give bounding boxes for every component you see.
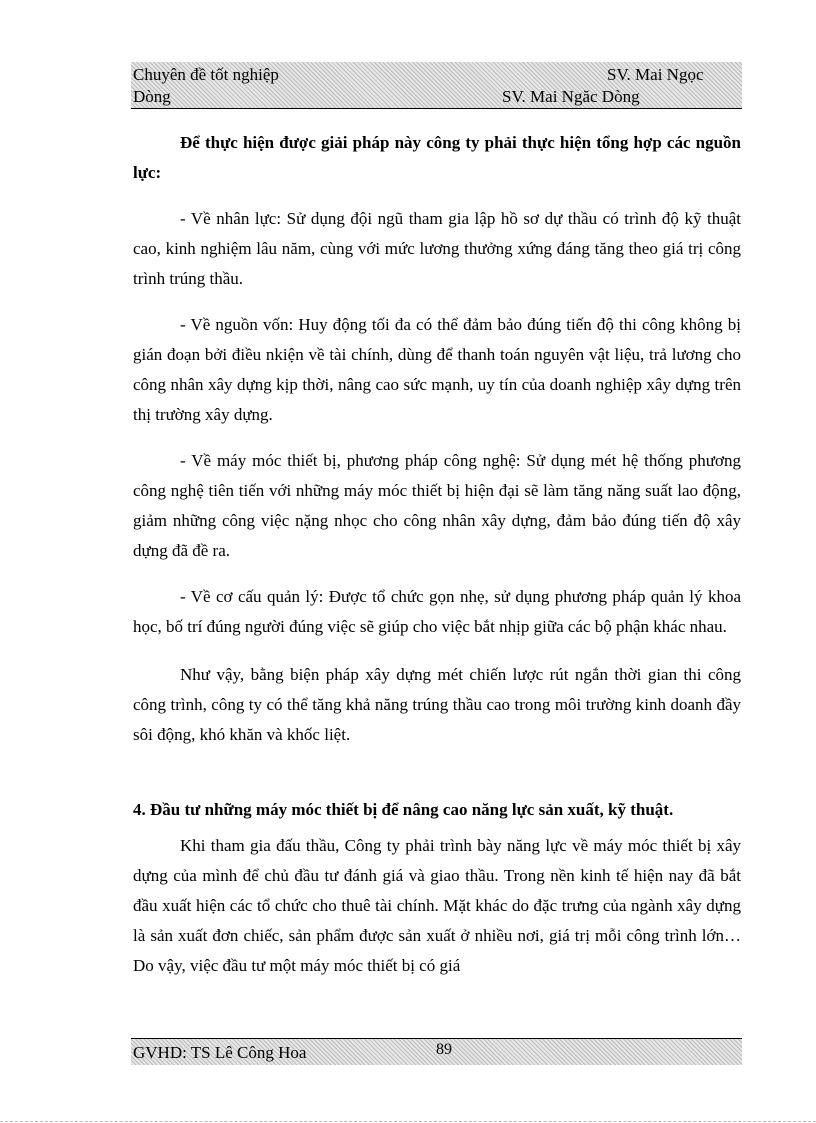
- header-author-line2: SV. Mai Ngăc Dòng: [502, 87, 640, 106]
- page-header: [131, 62, 742, 109]
- footer-advisor: GVHD: TS Lê Công Hoa: [133, 1043, 307, 1062]
- section-paragraph: Khi tham gia đấu thầu, Công ty phải trình bày năng lực về máy móc thiết bị xây dựng của mình để chủ đầu tư đánh giá và giao thầu. Trong nền kinh tế hiện nay đã bắt đầu xuất hiện các tổ chức cho thuê tài chính. Mặt khác do đặc trưng của ngành xây dựng là sản xuất đơn chiếc, sản phẩm được sản xuất ở nhiều nơi, giá trị mỗi công trình lớn… Do vậy, việc đầu tư một máy móc thiết bị có giá: [133, 836, 741, 975]
- page-body: [133, 128, 741, 981]
- human-resources-paragraph: - Về nhân lực: Sử dụng đội ngũ tham gia lập hồ sơ dự thầu có trình độ kỹ thuật cao, kinh nghiệm lâu năm, cùng với mức lương thưởng xứng đáng tăng theo giá trị công trình trúng thầu.: [133, 209, 741, 288]
- conclusion-paragraph: Như vậy, bằng biện pháp xây dựng mét chiến lược rút ngắn thời gian thi công công trình, công ty có thể tăng khả năng trúng thầu cao trong môi trường kinh doanh đầy sôi động, khó khăn và khốc liệt.: [133, 665, 741, 744]
- page-number: 89: [436, 1041, 452, 1058]
- capital-paragraph: - Về nguồn vốn: Huy động tối đa có thể đảm bảo đúng tiến độ thi công không bị gián đoạn bởi điều nkiện về tài chính, dùng để thanh toán nguyên vật liệu, trả lương cho công nhân xây dựng kịp thời, nâng cao sức mạnh, uy tín của doanh nghiệp xây dựng trên thị trường xây dựng.: [133, 315, 741, 424]
- management-paragraph: - Về cơ cấu quản lý: Được tổ chức gọn nhẹ, sử dụng phương pháp quản lý khoa học, bố trí đúng người đúng việc sẽ giúp cho việc bắt nhịp giữa các bộ phận khác nhau.: [133, 587, 741, 636]
- header-author-line1: SV. Mai Ngọc: [607, 65, 704, 84]
- section-heading: 4. Đầu tư những máy móc thiết bị để nâng cao năng lực sản xuất, kỹ thuật.: [133, 800, 674, 819]
- page-edge-divider: [0, 1121, 816, 1122]
- header-author-continuation: Dòng: [133, 87, 171, 106]
- intro-paragraph: Để thực hiện được giải pháp này công ty phải thực hiện tổng hợp các nguồn lực:: [133, 133, 741, 182]
- equipment-paragraph: - Về máy móc thiết bị, phương pháp công nghệ: Sử dụng mét hệ thống phương công nghệ tiên tiến với những máy móc thiết bị hiện đại sẽ làm tăng năng suất lao động, giảm những công việc nặng nhọc cho công nhân xây dựng, đảm bảo đúng tiến độ xây dựng đã đề ra.: [133, 451, 741, 560]
- page-footer: [131, 1038, 742, 1065]
- header-document-type: Chuyên đề tốt nghiệp: [133, 65, 279, 84]
